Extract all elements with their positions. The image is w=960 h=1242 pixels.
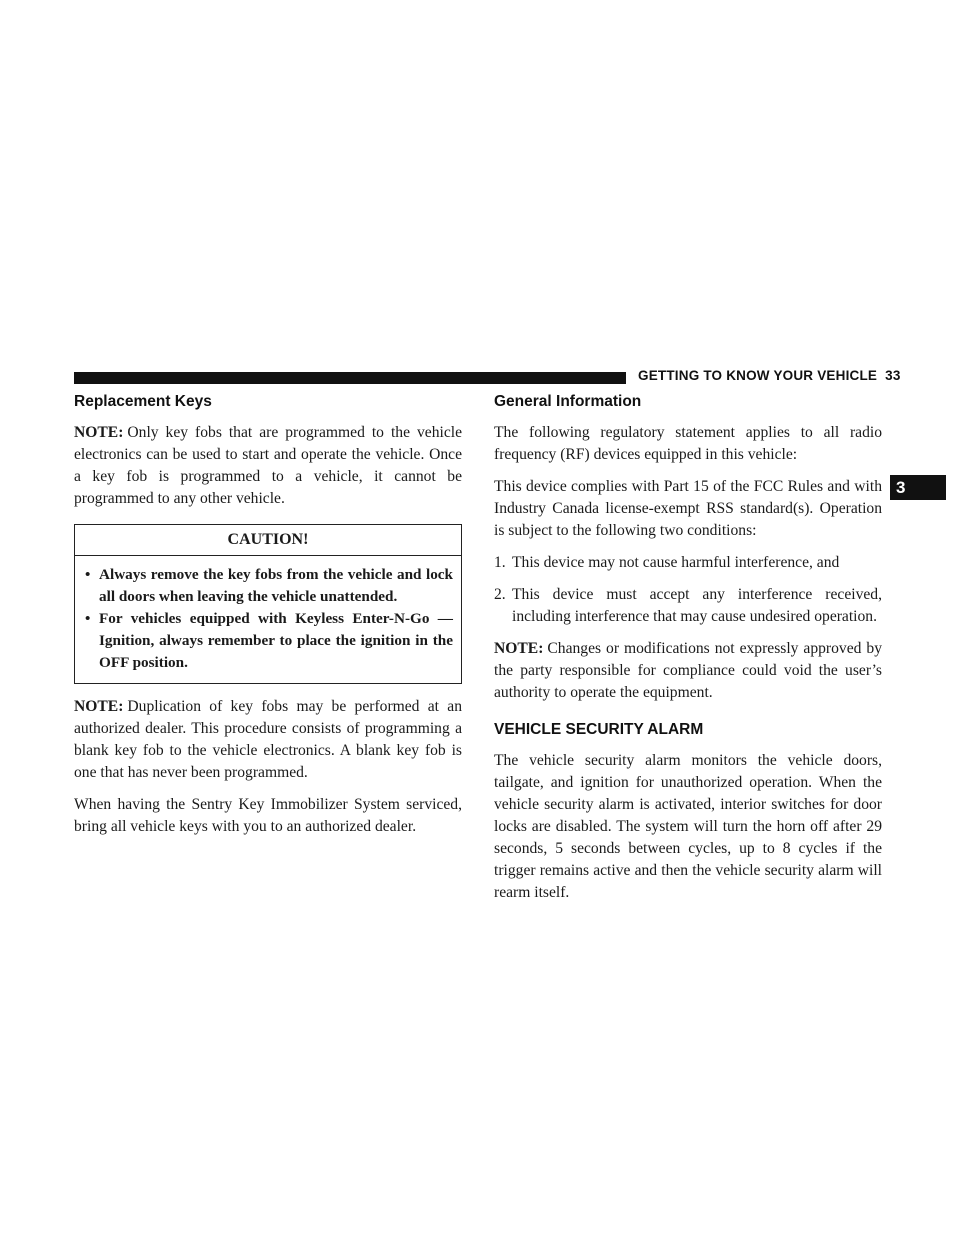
caution-item — [85, 608, 453, 674]
note-label: NOTE: — [74, 698, 124, 715]
conditions-list — [494, 552, 882, 628]
alarm-paragraph: The vehicle security alarm monitors the vehicle doors, tailgate, and ignition for unauthorized operation. When the vehicle security alarm is activated, interior switches for door locks are disabled. The system will turn the horn off after 29 seconds, 5 seconds between cycles, up to 8 cycles if the trigger remains active and then the vehicle security alarm will rearm itself. — [494, 752, 882, 901]
running-header — [638, 368, 901, 383]
list-item — [494, 584, 882, 628]
bullet-icon: • — [85, 610, 91, 627]
fcc-paragraph: This device complies with Part 15 of the FCC Rules and with Industry Canada license-exempt RSS standard(s). Operation is subject to the following two conditions: — [494, 478, 882, 539]
caution-item — [85, 564, 453, 608]
bullet-icon: • — [85, 566, 91, 583]
note-paragraph-2 — [74, 696, 462, 784]
heading-replacement-keys: Replacement Keys — [74, 393, 212, 410]
list-number: 2. — [494, 586, 506, 603]
header-rule — [74, 372, 626, 384]
list-item-text: This device must accept any interference received, including interference that may cause undesired operation. — [512, 586, 882, 625]
heading-general-information: General Information — [494, 393, 642, 410]
note-text: Only key fobs that are programmed to the vehicle electronics can be used to start and operate the vehicle. Once a key fob is programmed to a vehicle, it cannot be programmed to any other vehicle. — [74, 424, 462, 507]
caution-title: CAUTION! — [75, 525, 461, 556]
list-item-text: This device may not cause harmful interference, and — [512, 554, 840, 571]
note-paragraph-3 — [494, 638, 882, 704]
right-column — [494, 392, 882, 914]
list-number: 1. — [494, 554, 506, 571]
note-text: Changes or modifications not expressly approved by the party responsible for compliance could void the user’s authority to operate the equipment. — [494, 640, 882, 701]
caution-item-text: For vehicles equipped with Keyless Enter-N-Go — Ignition, always remember to place the ignition in the OFF position. — [99, 610, 453, 671]
note-label: NOTE: — [494, 640, 544, 657]
note-text: Duplication of key fobs may be performed at an authorized dealer. This procedure consists of programming a blank key fob to the vehicle electronics. A blank key fob is one that has never been programmed. — [74, 698, 462, 781]
note-label: NOTE: — [74, 424, 124, 441]
list-item — [494, 552, 882, 574]
section-title: GETTING TO KNOW YOUR VEHICLE — [638, 368, 878, 383]
chapter-tab: 3 — [890, 475, 946, 500]
sentry-paragraph: When having the Sentry Key Immobilizer System serviced, bring all vehicle keys with you to an authorized dealer. — [74, 796, 462, 835]
heading-vehicle-security-alarm: VEHICLE SECURITY ALARM — [494, 721, 704, 738]
caution-item-text: Always remove the key fobs from the vehicle and lock all doors when leaving the vehicle unattended. — [99, 566, 453, 605]
caution-list — [75, 556, 461, 683]
caution-box — [74, 524, 462, 684]
regulatory-paragraph: The following regulatory statement applies to all radio frequency (RF) devices equipped in this vehicle: — [494, 424, 882, 463]
note-paragraph-1 — [74, 422, 462, 510]
left-column — [74, 392, 462, 848]
page-number: 33 — [885, 368, 901, 383]
